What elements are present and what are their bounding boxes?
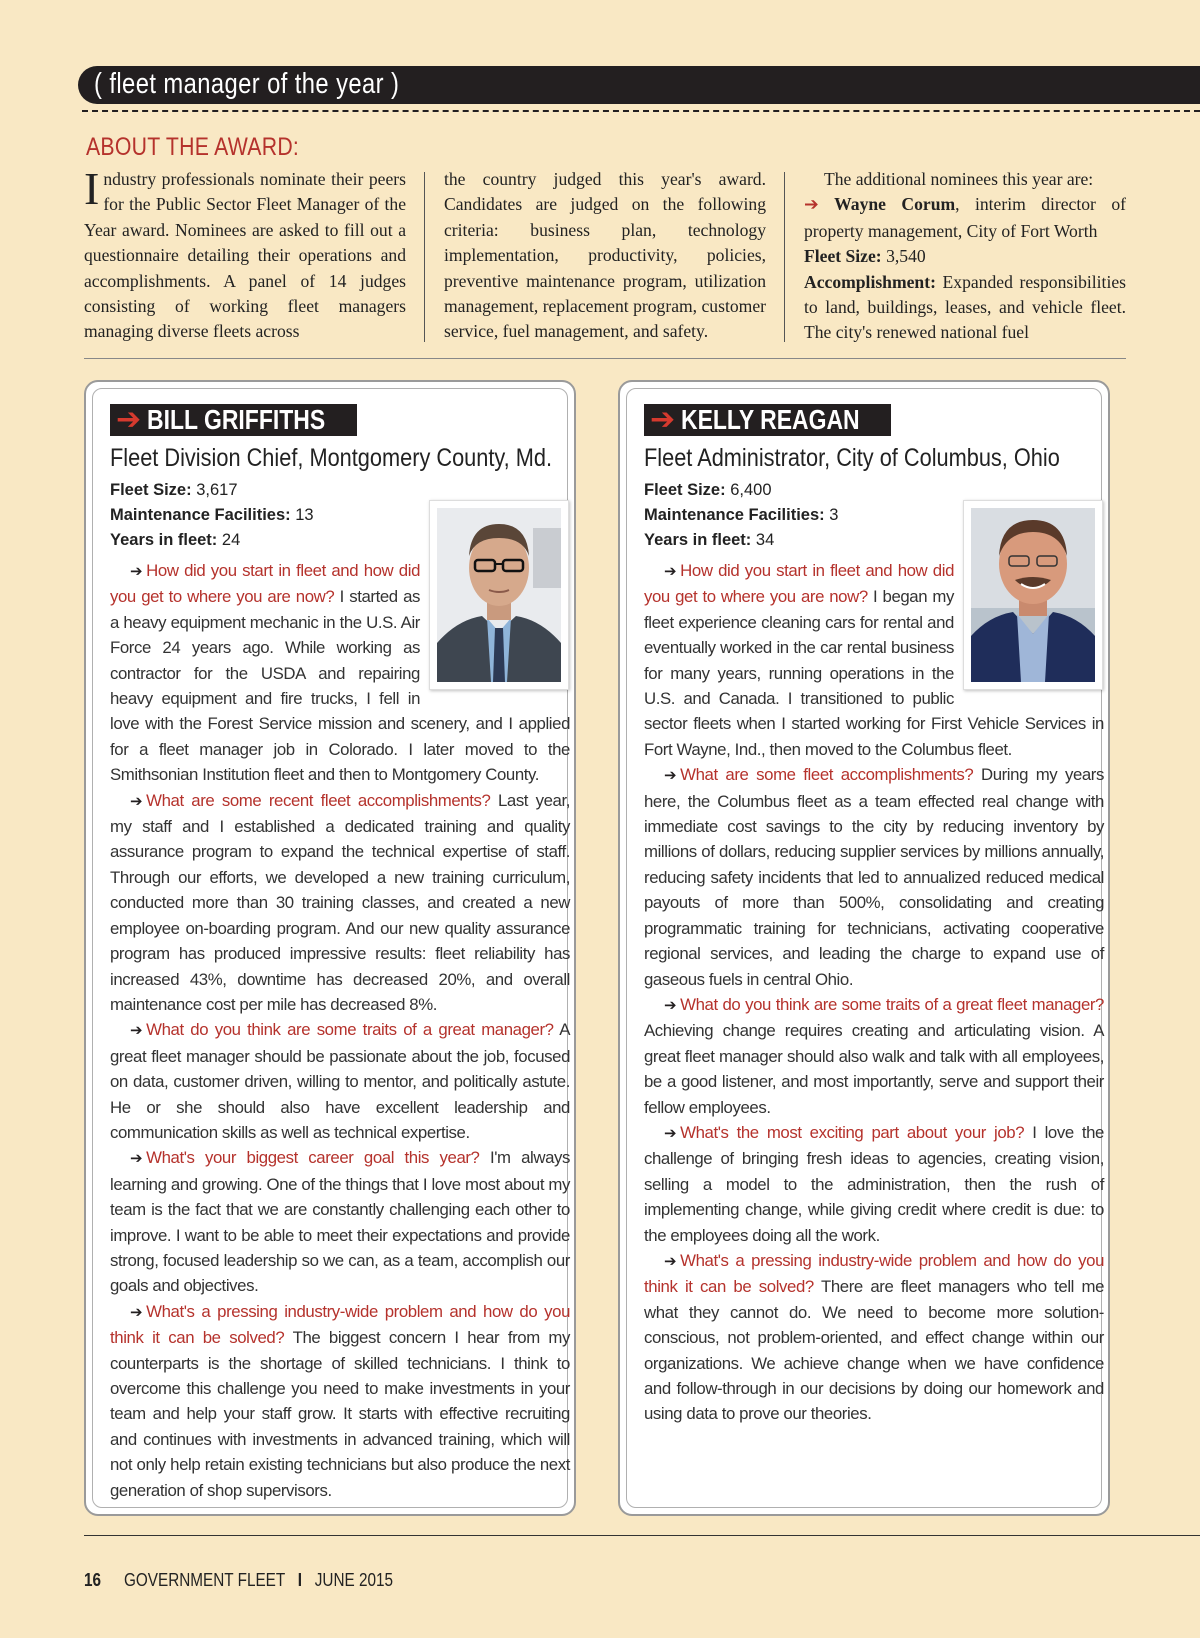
arrow-icon: ➔	[664, 995, 677, 1014]
column-divider	[424, 172, 425, 342]
question: How did you start in fleet and how did you get to where you are now?	[110, 561, 420, 607]
question: What's the most exciting part about your job?	[680, 1122, 1025, 1142]
stat-label: Years in fleet:	[110, 531, 218, 549]
qa-block	[110, 1299, 570, 1503]
qa-block	[644, 1120, 1104, 1248]
nominee-accomplishment-value: Expanded responsibilities to land, buildings, leases, and vehicle fleet. The city's renewed national fuel	[804, 271, 1126, 343]
question: What's your biggest career goal this year?	[146, 1148, 480, 1168]
answer: Last year, my staff and I established a dedicated training and quality assurance program to expand the technical expertise of staff. Through our efforts, we developed a new training curriculum, conducted more than 30 training classes, and created a new employee on-boarding program. And our new quality assurance program has produced impressive results: fleet reliability has increased 43%, downtime has decreased 20%, and overall maintenance cost per mile has decreased 8%.	[110, 790, 570, 1014]
question: What are some recent fleet accomplishments?	[146, 790, 491, 810]
interview-text	[110, 558, 570, 1503]
arrow-icon: ➔	[664, 1251, 677, 1270]
nominee-name: Wayne Corum	[834, 194, 956, 215]
nominee-card-reagan	[618, 380, 1110, 1516]
years-value: 34	[755, 531, 775, 549]
arrow-icon: ➔	[804, 195, 819, 216]
publication-name: GOVERNMENT FLEET	[123, 1570, 285, 1590]
about-col1-text: ndustry professionals nominate their peers for the Public Sector Fleet Manager of the Year award. Nominees are asked to fill out a questionnaire detailing their operations and accomplishments. A panel of 14 judges consisting of working fleet managers managing diverse fleets across	[84, 169, 406, 342]
nominee-stats	[644, 478, 838, 553]
answer: Achieving change requires creating and articulating vision. A great fleet manager should also walk and talk with all employees, be a good listener, and most importantly, serve and support their fellow employees.	[644, 1021, 1104, 1117]
nominee-name-tag	[644, 404, 891, 436]
facilities-value: 13	[295, 506, 314, 524]
qa-block	[644, 992, 1104, 1120]
answer: There are fleet managers who tell me what they cannot do. We need to become more solution-conscious, not problem-oriented, and effect change within our organizations. We achieve change when we have confidence and follow-through in our decisions by doing our homework and using data to prove our theories.	[644, 1277, 1104, 1424]
nominee-role: , interim director of property management, City of Fort Worth	[804, 194, 1126, 241]
stat-label: Fleet Size:	[110, 481, 192, 499]
arrow-icon: ➔	[130, 1149, 143, 1168]
fleet-size-value: 6,400	[730, 481, 772, 499]
years-value: 24	[221, 531, 241, 549]
page-footer	[84, 1570, 393, 1591]
answer: I began my fleet experience cleaning cars for rental and eventually worked in the car rental business for many years, running operations in the U.S. and Canada. I transitioned to public sector fleets when I started working for First Vehicle Services in Fort Wayne, Ind., then moved to the Columbus fleet.	[644, 587, 1104, 759]
nominee-name: KELLY REAGAN	[681, 404, 860, 435]
nominee-name: BILL GRIFFITHS	[147, 404, 326, 435]
answer: I started as a heavy equipment mechanic in the U.S. Air Force 24 years ago. While working as contractor for the USDA and repairing heavy equipment and fire trucks, I fell in love with the Forest Service mission and scenery, and I applied for a fleet manager job in Colorado. I later moved to the Smithsonian Institution fleet and then to Montgomery County.	[110, 587, 570, 785]
facilities-value: 3	[829, 506, 839, 524]
about-column-2	[444, 167, 766, 345]
about-award-text	[84, 163, 1126, 347]
banner-label: ( fleet manager of the year )	[94, 68, 400, 100]
stat-label: Maintenance Facilities:	[110, 506, 291, 524]
answer: The biggest concern I hear from my counterparts is the shortage of skilled technicians. I think to overcome this challenge you need to make investments in your team and help your staff grow. It starts with effective recruiting and continues with investments in advanced training, which will not only help retain existing technicians but also produce the next generation of shop supervisors.	[110, 1328, 571, 1500]
nominee-name-tag	[110, 404, 357, 436]
question: What do you think are some traits of a great fleet manager?	[680, 994, 1104, 1014]
nominee-title: Fleet Division Chief, Montgomery County, Md.	[110, 444, 553, 472]
arrow-icon: ➔	[130, 1021, 143, 1040]
arrow-icon: ➔	[664, 562, 677, 580]
question: What are some fleet accomplishments?	[680, 765, 974, 785]
arrow-icon: ➔	[664, 1123, 677, 1142]
nominee-card-griffiths	[84, 380, 576, 1516]
about-column-3	[804, 167, 1126, 346]
about-column-1	[84, 163, 406, 345]
drop-cap: I	[84, 163, 100, 214]
arrow-icon: ➔	[130, 1302, 143, 1321]
nominee-fleet-value: 3,540	[881, 246, 926, 267]
arrow-icon: ➔	[130, 562, 143, 580]
nominees-intro: The additional nominees this year are:	[824, 169, 1094, 189]
page-number: 16	[84, 1570, 102, 1590]
interview-text	[644, 558, 1104, 1427]
nominee-stats	[110, 478, 314, 553]
about-col2-text: the country judged this year's award. Candidates are judged on the following criteria: business plan, technology implementation, productivity, policies, preventive maintenance program, utilization management, replacement program, customer service, fuel management, and safety.	[444, 169, 766, 342]
question: What do you think are some traits of a great manager?	[146, 1020, 554, 1040]
stat-label: Fleet Size:	[644, 481, 726, 499]
footer-separator: I	[297, 1570, 302, 1590]
question: How did you start in fleet and how did you get to where you are now?	[644, 561, 954, 607]
section-banner	[78, 66, 1200, 104]
arrow-icon: ➔	[664, 766, 677, 785]
column-divider	[784, 172, 785, 342]
qa-block	[110, 1017, 570, 1145]
arrow-icon: ➔	[116, 402, 142, 437]
arrow-icon: ➔	[650, 402, 676, 437]
answer: I'm always learning and growing. One of the things that I love most about my team is the fact that we are constantly challenging each other to improve. I want to be able to meet their expectations and provide strong, focused leadership so we can, as a team, accomplish our goals and objectives.	[110, 1148, 570, 1296]
question: What's a pressing industry-wide problem and how do you think it can be solved?	[644, 1250, 1104, 1297]
stat-label: Years in fleet:	[644, 531, 752, 549]
arrow-icon: ➔	[130, 791, 143, 810]
question: What's a pressing industry-wide problem and how do you think it can be solved?	[110, 1301, 570, 1348]
answer: I love the challenge of bringing fresh ideas to agencies, creating vision, selling a model to the administration, then the rush of implementing change, while giving credit where credit is due: to the employees doing all the work.	[644, 1122, 1104, 1245]
nominee-title: Fleet Administrator, City of Columbus, Ohio	[644, 444, 1060, 472]
section-divider	[84, 358, 1126, 359]
qa-block	[110, 1145, 570, 1298]
nominee-fleet-label: Fleet Size:	[804, 246, 882, 267]
qa-block	[644, 1248, 1104, 1427]
about-award-heading: ABOUT THE AWARD:	[86, 133, 300, 161]
fleet-size-value: 3,617	[196, 481, 238, 499]
stat-label: Maintenance Facilities:	[644, 506, 825, 524]
answer: A great fleet manager should be passionate about the job, focused on data, customer driven, willing to mentor, and politically astute. He or she should also have excellent leadership and communication skills as well as technical expertise.	[110, 1020, 570, 1142]
issue-date: JUNE 2015	[314, 1570, 394, 1590]
answer: During my years here, the Columbus fleet as a team effected real change with immediate cost savings to the city by reducing inventory by millions of dollars, reducing supplier services by millions annually, reducing safety incidents that led to annualized reduced medical payouts of more than 500%, consolidating and creating programmatic training for technicians, activating cooperative regional services, and leading the charge to expand use of gaseous fuels in central Ohio.	[644, 765, 1104, 989]
qa-block	[644, 762, 1104, 992]
qa-block	[110, 788, 570, 1018]
nominee-accomplishment-label: Accomplishment:	[804, 271, 936, 292]
footer-divider	[84, 1535, 1200, 1536]
dashed-divider	[82, 110, 1200, 112]
